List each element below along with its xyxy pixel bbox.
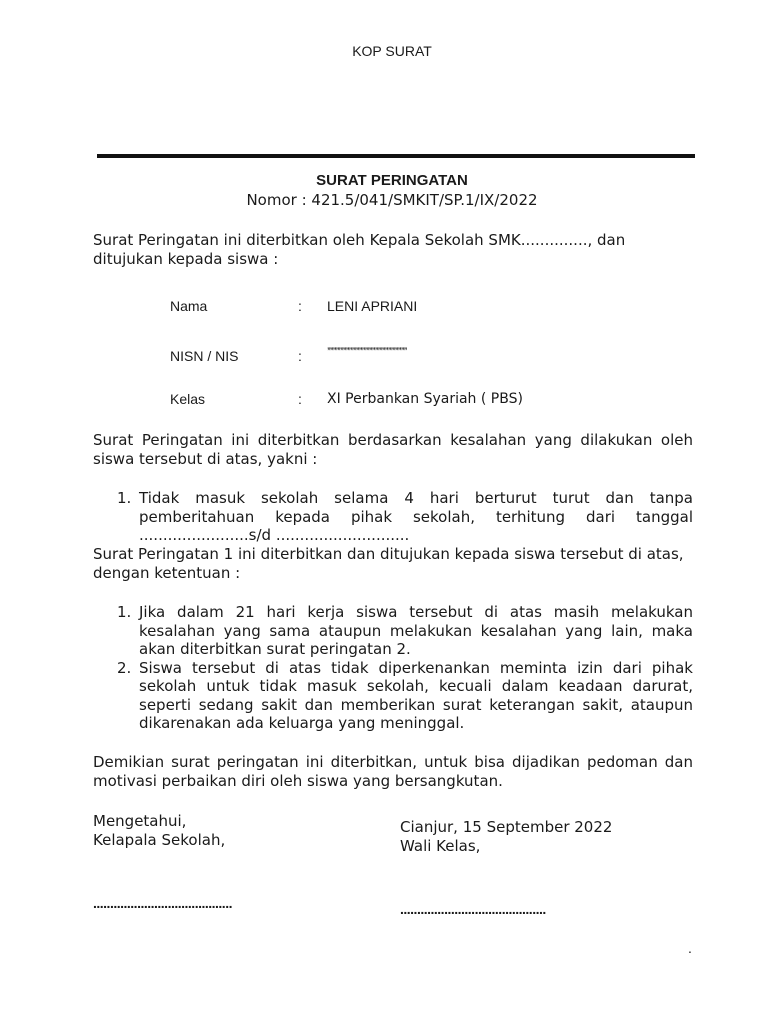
class-value: XI Perbankan Syariah ( PBS) xyxy=(327,391,523,407)
list-item-text: Jika dalam 21 hari kerja siswa tersebut di atas masih melakukan kesalahan yang sama ataupun melakukan kesalahan yang lain, maka akan diterbitkan surat peringatan 2. xyxy=(139,603,693,658)
place-date: Cianjur, 15 September 2022 xyxy=(400,818,613,836)
principal-signature-block xyxy=(93,812,225,850)
homeroom-signature-block xyxy=(400,818,612,856)
list-item-text: Siswa tersebut di atas tidak diperkenankan meminta izin dari pihak sekolah untuk tidak masuk sekolah, kecuali dalam keadaan darurat, seperti sedang sakit dan memberikan surat keterangan sakit, ataupun dikarenakan ada keluarga yang meninggal. xyxy=(139,658,693,732)
list-item-number: 1. xyxy=(117,489,132,507)
letterhead-placeholder: KOP SURAT xyxy=(352,43,432,59)
name-colon: : xyxy=(298,298,302,314)
nisn-colon: : xyxy=(298,348,302,364)
name-label: Nama xyxy=(170,298,208,314)
homeroom-signature-line: ........................................... xyxy=(400,901,546,917)
basis-paragraph: Surat Peringatan ini diterbitkan berdasarkan kesalahan yang dilakukan oleh siswa tersebut di atas, yakni : xyxy=(93,431,693,468)
terms-list xyxy=(93,603,693,733)
letter-title: SURAT PERINGATAN xyxy=(316,172,468,189)
name-value: LENI APRIANI xyxy=(327,298,418,314)
list-item-number: 1. xyxy=(117,603,132,621)
terms-intro-paragraph: Surat Peringatan 1 ini diterbitkan dan ditujukan kepada siswa tersebut di atas, dengan ketentuan : xyxy=(93,545,684,582)
closing-paragraph: Demikian surat peringatan ini diterbitkan, untuk bisa dijadikan pedoman dan motivasi perbaikan diri oleh siswa yang bersangkutan. xyxy=(93,753,693,790)
intro-paragraph: Surat Peringatan ini diterbitkan oleh Kepala Sekolah SMK.............., dan ditujukan kepada siswa : xyxy=(93,231,626,268)
list-item xyxy=(93,603,693,659)
acknowledged-label: Mengetahui, xyxy=(93,812,187,830)
class-colon: : xyxy=(298,391,302,407)
list-item xyxy=(93,659,693,733)
list-item-number: 2. xyxy=(117,658,132,677)
letter-number: Nomor : 421.5/041/SMKIT/SP.1/IX/2022 xyxy=(246,191,538,209)
list-item-text: Tidak masuk sekolah selama 4 hari berturut turut dan tanpa pemberitahuan kepada pihak sekolah, terhitung dari tanggal .......................s/d ............................ xyxy=(139,489,693,544)
violation-list xyxy=(93,489,693,545)
list-item xyxy=(93,489,693,545)
letterhead-divider xyxy=(97,154,695,158)
nisn-label: NISN / NIS xyxy=(170,348,239,364)
principal-signature-line: ......................................... xyxy=(93,895,232,911)
stray-mark: . xyxy=(688,940,692,956)
homeroom-title: Wali Kelas, xyxy=(400,837,481,855)
principal-title: Kelapala Sekolah, xyxy=(93,831,226,849)
nisn-value: ’’’’’’’’’’’’’’’’’’’’’’’’’’’’’’’’’’’’’’’’’’’’’’’’’’’’’’’ xyxy=(327,346,407,358)
class-label: Kelas xyxy=(170,391,206,407)
